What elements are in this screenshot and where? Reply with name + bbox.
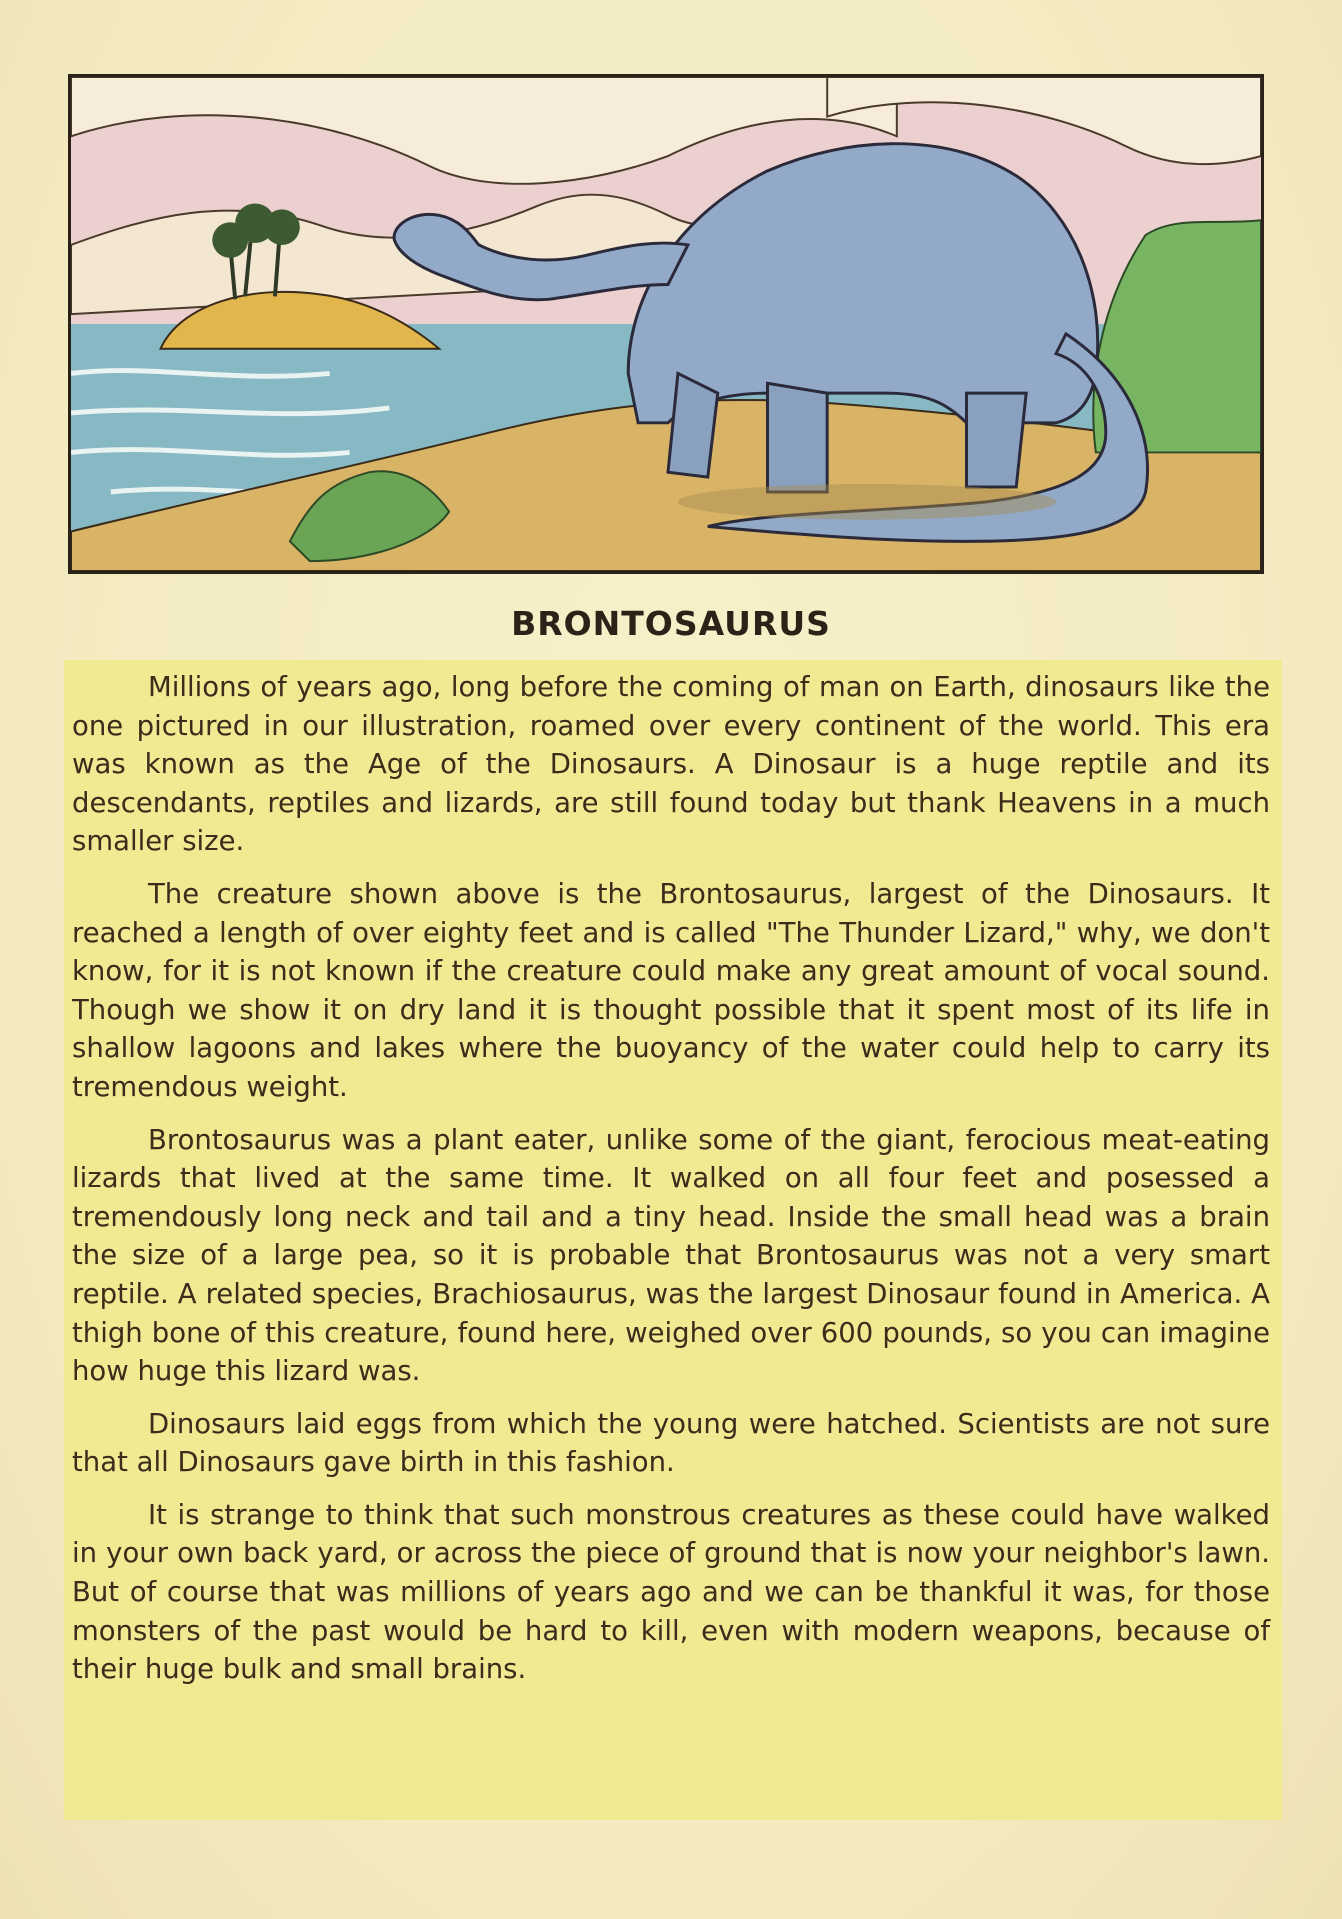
article-paragraph: The creature shown above is the Brontosaurus, largest of the Dinosaurs. It reached a length of over eighty feet and is called "The Thunder Lizard," why, we don't know, for it is not known if the creature could make any great amount of vocal sound. Though we show it on dry land it is thought possible that it spent most of its life in shallow lagoons and lakes where the buoyancy of the water could help to carry its tremendous weight. (72, 877, 1270, 1103)
dinosaur-leg (668, 373, 718, 477)
brontosaurus-scene (71, 77, 1261, 571)
dinosaur-leg (767, 383, 827, 492)
article-title: BRONTOSAURUS (511, 604, 831, 643)
article-paragraph: Dinosaurs laid eggs from which the young were hatched. Scientists are not sure that all Dinosaurs gave birth in this fashion. (72, 1407, 1270, 1479)
dinosaur-leg (966, 393, 1026, 487)
article-paragraph: Millions of years ago, long before the coming of man on Earth, dinosaurs like the one pictured in our illustration, roamed over every continent of the world. This era was known as the Age of the Dinosaurs. A Dinosaur is a huge reptile and its descendants, reptiles and lizards, are still found today but thank Heavens in a much smaller size. (72, 671, 1270, 858)
article-paragraph: It is strange to think that such monstrous creatures as these could have walked in your own back yard, or across the piece of ground that is now your neighbor's lawn. But of course that was millions of years ago and we can be thankful it was, for those monsters of the past would be hard to kill, even with modern weapons, because of their huge bulk and small brains. (72, 1498, 1270, 1686)
palm-leaves (264, 209, 300, 245)
brontosaurus-illustration (68, 74, 1264, 574)
dinosaur-shadow (678, 484, 1056, 520)
article-paragraph: Brontosaurus was a plant eater, unlike some of the giant, ferocious meat-eating lizards that lived at the same time. It walked on all four feet and posessed a tremendously long neck and tail and a tiny head. Inside the small head was a brain the size of a large pea, so it is probable that Brontosaurus was not a very smart reptile. A related species, Brachiosaurus, was the largest Dinosaur found in America. A thigh bone of this creature, found here, weighed over 600 pounds, so you can imagine how huge this lizard was. (72, 1123, 1270, 1388)
article-body (64, 660, 1282, 1820)
